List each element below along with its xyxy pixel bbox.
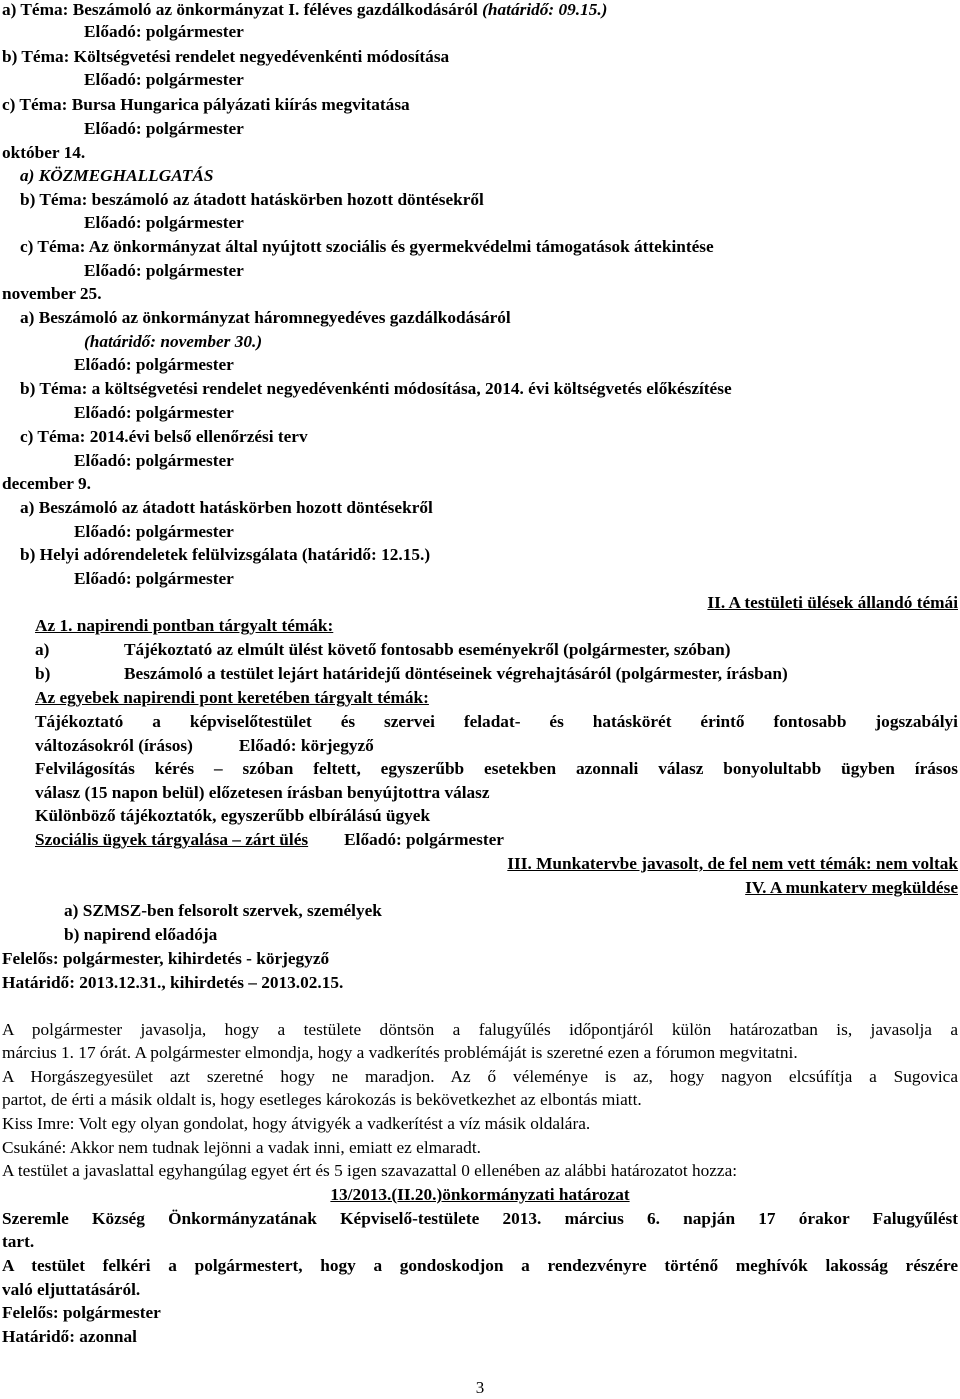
sep-item-c: c) Téma: Bursa Hungarica pályázati kiírás megvitatása [2,95,410,114]
sep-item-c-presenter: Előadó: polgármester [84,119,244,138]
resolution-line1: Szeremle Község Önkormányzatának Képviselő-testülete 2013. március 6. napján 17 órakor Falugyűlést [2,1209,958,1228]
dec-date: december 9. [2,474,91,493]
minutes-p2-line2: partot, de érti a másik oldalt is, hogy esetleges károkozás is bekövetkezhet az elbontás miatt. [2,1090,642,1109]
nov-item-a-deadline: (határidő: november 30.) [84,332,263,351]
dec-item-b-presenter: Előadó: polgármester [74,569,234,588]
sep-item-b-presenter: Előadó: polgármester [84,70,244,89]
agenda-1-b-label: b) [35,664,51,683]
minutes-p4: Csukáné: Akkor nem tudnak lejönni a vadak inni, emiatt ez elmaradt. [2,1138,481,1157]
agenda-1-a-label: a) [35,640,50,659]
other-agenda-2-line2: válasz (15 napon belül) előzetesen írásban benyújtottra válasz [35,783,490,802]
oct-item-c: c) Téma: Az önkormányzat által nyújtott szociális és gyermekvédelmi támogatások áttekintése [20,237,714,256]
other-agenda-2-line1: Felvilágosítás kérés – szóban feltett, egyszerűbb esetekben azonnali válasz bonyolultabb ügyben írásos [35,759,958,778]
nov-item-a: a) Beszámoló az önkormányzat háromnegyedéves gazdálkodásáról [20,308,511,327]
section-2-heading: II. A testületi ülések állandó témái [707,593,958,612]
nov-item-a-presenter: Előadó: polgármester [74,355,234,374]
oct-item-c-presenter: Előadó: polgármester [84,261,244,280]
dec-item-a: a) Beszámoló az átadott hatáskörben hozott döntésekről [20,498,433,517]
agenda-1-b: Beszámoló a testület lejárt határidejű döntéseinek végrehajtásáról (polgármester, írásban) [124,664,788,683]
oct-item-b: b) Téma: beszámoló az átadott hatáskörben hozott döntésekről [20,190,484,209]
other-agenda-3: Különböző tájékoztatók, egyszerűbb elbírálású ügyek [35,806,431,825]
dec-item-a-presenter: Előadó: polgármester [74,522,234,541]
nov-date: november 25. [2,284,102,303]
page-number: 3 [475,1378,485,1397]
distribution-a: a) SZMSZ-ben felsorolt szervek, személyek [64,901,382,920]
section-3-heading: III. Munkatervbe javasolt, de fel nem vett témák: nem voltak [507,854,958,873]
distribution-b: b) napirend előadója [64,925,218,944]
dec-item-b: b) Helyi adórendeletek felülvizsgálata (határidő: 12.15.) [20,545,431,564]
resolution-title: 13/2013.(II.20.)önkormányzati határozat [330,1185,630,1204]
sep-item-b: b) Téma: Költségvetési rendelet negyedévenkénti módosítása [2,47,450,66]
other-agenda-4: Szociális ügyek tárgyalása – zárt ülés Előadó: polgármester [35,830,504,849]
sep-item-a-presenter: Előadó: polgármester [84,22,244,41]
other-agenda-1-line2: változásokról (írásos) Előadó: körjegyző [35,736,374,755]
agenda-1-a: Tájékoztató az elmúlt ülést követő fontosabb eseményekről (polgármester, szóban) [124,640,731,659]
minutes-p1-line1: A polgármester javasolja, hogy a testülete döntsön a falugyűlés időpontjáról külön határozatban is, javasolja a [2,1020,958,1039]
resolution-line4: való eljuttatásáról. [2,1280,141,1299]
section-4-heading: IV. A munkaterv megküldése [745,878,958,897]
other-agenda-1-presenter: Előadó: körjegyző [238,736,374,755]
resolution-responsible: Felelős: polgármester [2,1303,161,1322]
deadline: Határidő: 2013.12.31., kihirdetés – 2013.02.15. [2,973,344,992]
resolution-line3: A testület felkéri a polgármestert, hogy a gondoskodjon a rendezvényre történő meghívók lakosság részére [2,1256,958,1275]
resolution-line2: tart. [2,1232,35,1251]
oct-item-b-presenter: Előadó: polgármester [84,213,244,232]
nov-item-c-presenter: Előadó: polgármester [74,451,234,470]
minutes-p2-line1: A Horgászegyesület azt szeretné hogy ne maradjon. Az ő véleménye is az, hogy nagyon elcsúfítja a Sugovica [2,1067,958,1086]
nov-item-b: b) Téma: a költségvetési rendelet negyedévenkénti módosítása, 2014. évi költségvetés előkészítése [20,379,732,398]
other-agenda-4-presenter: Előadó: polgármester [344,830,504,849]
oct-item-a: a) KÖZMEGHALLGATÁS [20,166,214,185]
oct-date: október 14. [2,143,86,162]
resolution-deadline: Határidő: azonnal [2,1327,137,1346]
sep-item-a: a) Téma: Beszámoló az önkormányzat I. féléves gazdálkodásáról (határidő: 09.15.) [2,0,608,19]
responsible: Felelős: polgármester, kihirdetés - körjegyző [2,949,330,968]
minutes-p3: Kiss Imre: Volt egy olyan gondolat, hogy átvigyék a vadkerítést a víz másik oldalára. [2,1114,591,1133]
other-agenda-1-line1: Tájékoztató a képviselőtestület és szervei feladat- és hatáskörét érintő fontosabb jogszabályi [35,712,958,731]
nov-item-c: c) Téma: 2014.évi belső ellenőrzési terv [20,427,308,446]
minutes-p1-line2: március 1. 17 órát. A polgármester elmondja, hogy a vadkerítés problémáját is szeretné ezen a fórumon megvitatni. [2,1043,798,1062]
other-agenda-title: Az egyebek napirendi pont keretében tárgyalt témák: [35,688,429,707]
agenda-1-title: Az 1. napirendi pontban tárgyalt témák: [35,616,334,635]
nov-item-b-presenter: Előadó: polgármester [74,403,234,422]
minutes-p5: A testület a javaslattal egyhangúlag egyet ért és 5 igen szavazattal 0 ellenében az alábbi határozatot hozza: [2,1161,738,1180]
